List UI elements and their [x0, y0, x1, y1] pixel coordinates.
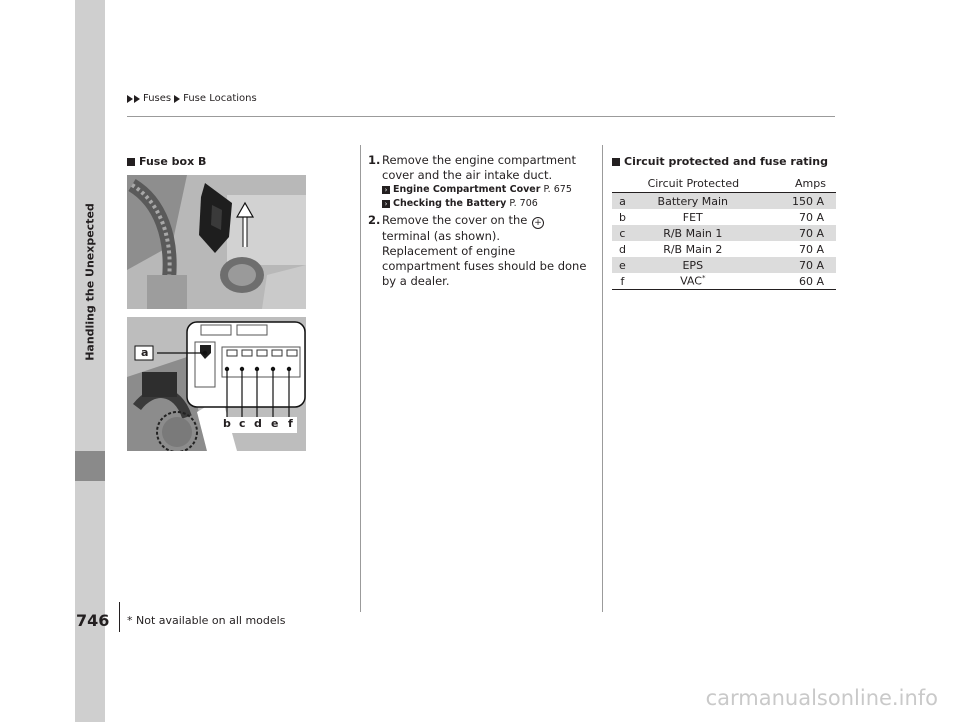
engine-bay-illustration [127, 175, 306, 309]
breadcrumb-fuses[interactable]: Fuses [143, 93, 172, 104]
callout-f: f [288, 417, 293, 430]
breadcrumb-arrow-icon [127, 95, 133, 103]
step-note: Replacement of engine compartment fuses should be done by a dealer. [382, 244, 587, 288]
side-tab-title: Handling the Unexpected [83, 203, 97, 361]
fuse-box-b-heading [127, 155, 206, 168]
reference-link[interactable] [382, 197, 593, 211]
row-letter: c [612, 225, 633, 241]
reference-link[interactable] [382, 183, 593, 197]
fuse-rating-table [612, 174, 836, 290]
step-1 [368, 153, 593, 211]
row-circuit: R/B Main 2 [663, 242, 723, 256]
fuse-box-b-photo [127, 317, 306, 451]
row-amps: 70 A [798, 210, 824, 224]
table-header-row [612, 174, 836, 193]
square-bullet-icon [612, 158, 620, 166]
row-circuit: FET [682, 210, 703, 224]
table-row [612, 225, 836, 241]
table-row [612, 273, 836, 290]
table-row [612, 193, 836, 210]
step-2 [368, 213, 593, 289]
row-circuit-text: VAC [680, 274, 702, 288]
row-circuit: EPS [633, 257, 753, 273]
callout-b: b [223, 417, 231, 430]
availability-mark: * [701, 274, 706, 283]
row-amps: 70 A [753, 257, 836, 273]
table-row [612, 241, 836, 257]
breadcrumb [127, 93, 260, 104]
row-amps: 70 A [798, 242, 824, 256]
header-rule [127, 116, 835, 117]
row-circuit: Battery Main [633, 193, 753, 210]
fuse-box-illustration [127, 317, 306, 451]
side-tab-marker [75, 451, 105, 481]
table-row [612, 209, 836, 225]
reference-arrow-icon: › [382, 186, 390, 194]
table-row [612, 257, 836, 273]
row-amps: 60 A [753, 273, 836, 290]
row-amps: 150 A [753, 193, 836, 210]
step-text-part: terminal (as shown). [382, 229, 501, 243]
breadcrumb-arrow-icon [174, 95, 180, 103]
table-heading-text: Circuit protected and fuse rating [624, 155, 828, 168]
row-amps: 70 A [753, 225, 836, 241]
reference-page: P. 675 [543, 184, 572, 195]
reference-page: P. 706 [509, 198, 538, 209]
procedure-steps [368, 153, 593, 291]
row-letter: f [612, 273, 633, 290]
table-heading [612, 155, 828, 168]
callout-e: e [271, 417, 279, 430]
row-circuit: R/B Main 1 [633, 225, 753, 241]
breadcrumb-fuse-locations[interactable]: Fuse Locations [183, 93, 257, 104]
engine-compartment-photo [127, 175, 306, 309]
row-letter: d [618, 242, 626, 256]
row-circuit [633, 273, 753, 290]
step-text: Remove the engine compartment cover and the air intake duct. [382, 153, 576, 182]
fuse-box-b-heading-text: Fuse box B [139, 155, 207, 168]
step-number: 2. [368, 213, 381, 227]
positive-terminal-icon: + [532, 217, 544, 229]
footnote-rule [119, 602, 120, 632]
column-header-circuit: Circuit Protected [612, 174, 753, 193]
callout-a: a [141, 346, 149, 359]
reference-title: Engine Compartment Cover [393, 184, 541, 195]
footnote: * Not available on all models [127, 614, 286, 627]
callout-c: c [239, 417, 246, 430]
step-text-part: Remove the cover on the [382, 213, 528, 227]
watermark: carmanualsonline.info [705, 686, 938, 710]
column-divider [360, 145, 361, 612]
callout-d: d [254, 417, 262, 430]
step-number: 1. [368, 153, 381, 167]
breadcrumb-arrow-icon [134, 95, 140, 103]
row-letter: b [618, 210, 626, 224]
step-text [382, 213, 593, 244]
square-bullet-icon [127, 158, 135, 166]
reference-title: Checking the Battery [393, 198, 507, 209]
reference-arrow-icon: › [382, 200, 390, 208]
column-header-amps: Amps [753, 174, 836, 193]
column-divider [602, 145, 603, 612]
row-letter: a [612, 193, 633, 210]
row-letter: e [612, 257, 633, 273]
page-number: 746 [76, 611, 110, 630]
